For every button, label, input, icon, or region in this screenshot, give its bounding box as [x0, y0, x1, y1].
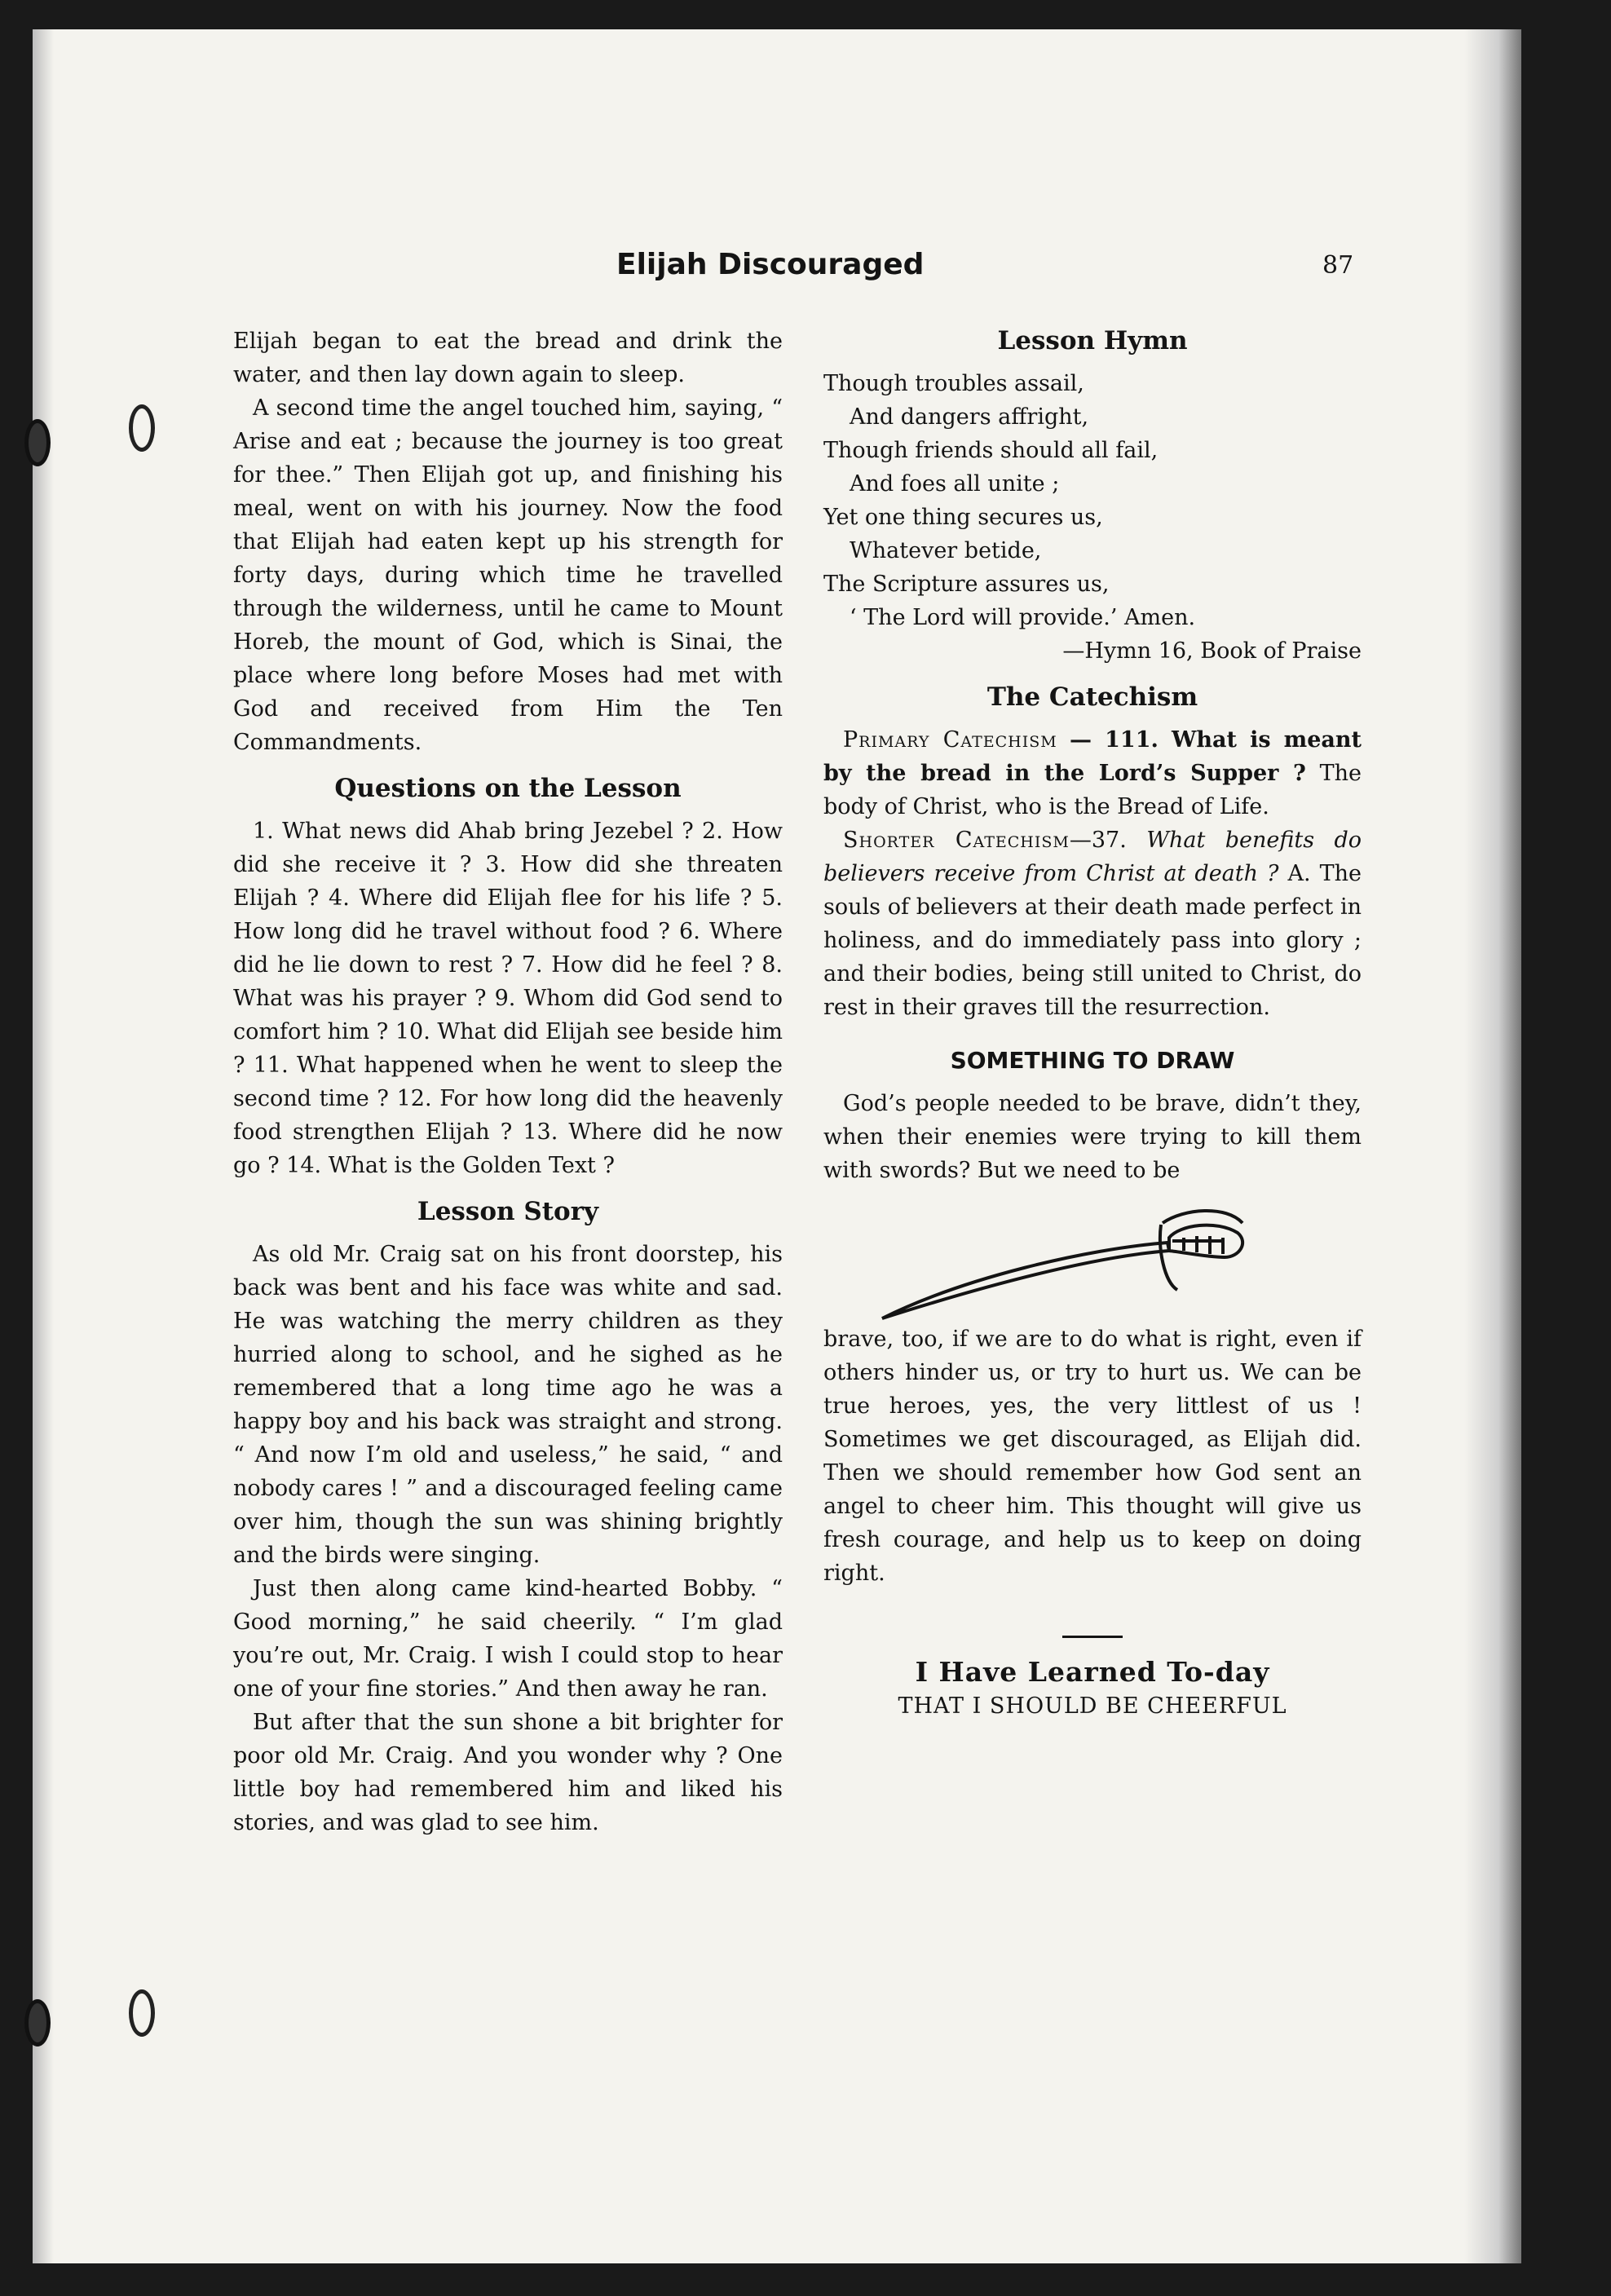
shorter-catechism-answer: A. The souls of believers at their death made perfect in holiness, and do immediately pass into glory ; and their bodies, being still united to Christ, do rest in their graves till the resurrection. [823, 861, 1362, 1020]
hymn-line: ‘ The Lord will provide.’ Amen. [850, 605, 1196, 630]
binder-hole-bottom [129, 1989, 155, 2037]
story-paragraph-2: Just then along came kind-hearted Bobby. “ Good morning,” he said cheerily. “ I’m glad you’re out, Mr. Craig. I wish I could stop to hear one of your fine stories.” And then away he ran. [233, 1576, 783, 1702]
hymn-source: —Hymn 16, Book of Praise [1062, 638, 1362, 664]
draw-paragraph-1: God’s people needed to be brave, didn’t they, when their enemies were trying to kill them with swords? But we need to be [823, 1091, 1362, 1183]
right-column [823, 325, 1362, 1723]
primary-catechism-answer: The body of Christ, who is the Bread of Life. [823, 761, 1362, 819]
primary-catechism [823, 723, 1362, 823]
divider-rule [1062, 1636, 1123, 1638]
page-sheet [33, 29, 1521, 2263]
binder-hole-edge-bottom [24, 1999, 51, 2047]
hymn-line: The Scripture assures us, [823, 572, 1110, 597]
hymn-line: Yet one thing secures us, [823, 505, 1103, 530]
hymn-verse [823, 367, 1362, 668]
questions-text: 1. What news did Ahab bring Jezebel ? 2. How did she receive it ? 3. How did she threaten Elijah ? 4. Where did Elijah flee for his life ? 5. How long did he travel without food ? 6. Where did he lie down to rest ? 7. How did he feel ? 8. What was his prayer ? 9. Whom did God send to comfort him ? 10. What did Elijah see beside him ? 11. What happened when he went to sleep the second time ? 12. For how long did the heavenly food strengthen Elijah ? 13. Where did he now go ? 14. What is the Golden Text ? [233, 819, 783, 1178]
learned-today-title: I Have Learned To-day [915, 1656, 1270, 1688]
binder-hole-edge-top [24, 419, 51, 466]
learned-today-subtitle: THAT I SHOULD BE CHEERFUL [898, 1693, 1287, 1719]
draw-heading: SOMETHING TO DRAW [950, 1047, 1235, 1074]
story-heading: Lesson Story [417, 1197, 599, 1226]
sword-drawing [874, 1200, 1249, 1322]
shorter-catechism [823, 823, 1362, 1024]
draw-paragraph-2: brave, too, if we are to do what is right, even if others hinder us, or try to hurt us. We can be true heroes, yes, the very littlest of us ! Sometimes we get discouraged, as Elijah did. Then we should remember how God sent an angel to cheer him. This thought will give us fresh courage, and help us to keep on doing right. [823, 1327, 1362, 1586]
page-number: 87 [1322, 251, 1354, 280]
shorter-catechism-question: What benefits do believers receive from Christ at death ? [823, 828, 1362, 886]
primary-catechism-label: Primary Catechism [843, 727, 1057, 753]
left-column [233, 325, 783, 1839]
hymn-line: And dangers affright, [850, 404, 1089, 430]
binder-hole-top [129, 404, 155, 452]
hymn-line: Though friends should all fail, [823, 438, 1159, 463]
catechism-heading: The Catechism [986, 682, 1198, 712]
intro-paragraph-1: Elijah began to eat the bread and drink the water, and then lay down again to sleep. [233, 329, 783, 387]
questions-heading: Questions on the Lesson [334, 774, 682, 803]
page-title: Elijah Discouraged [616, 248, 925, 281]
story-paragraph-3: But after that the sun shone a bit brighter for poor old Mr. Craig. And you wonder why ? One little boy had remembered him and liked his stories, and was glad to see him. [233, 1710, 783, 1835]
intro-paragraph-2: A second time the angel touched him, saying, “ Arise and eat ; because the journey is too great for thee.” Then Elijah got up, and finishing his meal, went on with his journey. Now the food that Elijah had eaten kept up his strength for forty days, during which time he travelled through the wilderness, until he came to Mount Horeb, the mount of God, which is Sinai, the place where long before Moses had met with God and received from Him the Ten Commandments. [233, 395, 783, 755]
primary-catechism-question: — 111. What is meant by the bread in the Lord’s Supper ? [823, 727, 1362, 786]
shorter-catechism-number: —37. [1069, 828, 1127, 853]
hymn-line: Though troubles assail, [823, 371, 1084, 396]
hymn-line: And foes all unite ; [850, 471, 1060, 497]
story-paragraph-1: As old Mr. Craig sat on his front doorstep, his back was bent and his face was white and sad. He was watching the merry children as they hurried along to school, and he sighed as he remembered that a long time ago he was a happy boy and his back was straight and strong. “ And now I’m old and useless,” he said, “ and nobody cares ! ” and a discouraged feeling came over him, though the sun was shining brightly and the birds were singing. [233, 1242, 783, 1568]
hymn-heading: Lesson Hymn [997, 326, 1188, 355]
shorter-catechism-label: Shorter Catechism [843, 828, 1070, 853]
page-edge-shadow [1464, 29, 1521, 2263]
page-fold-shadow [33, 29, 54, 2263]
hymn-line: Whatever betide, [850, 538, 1042, 563]
